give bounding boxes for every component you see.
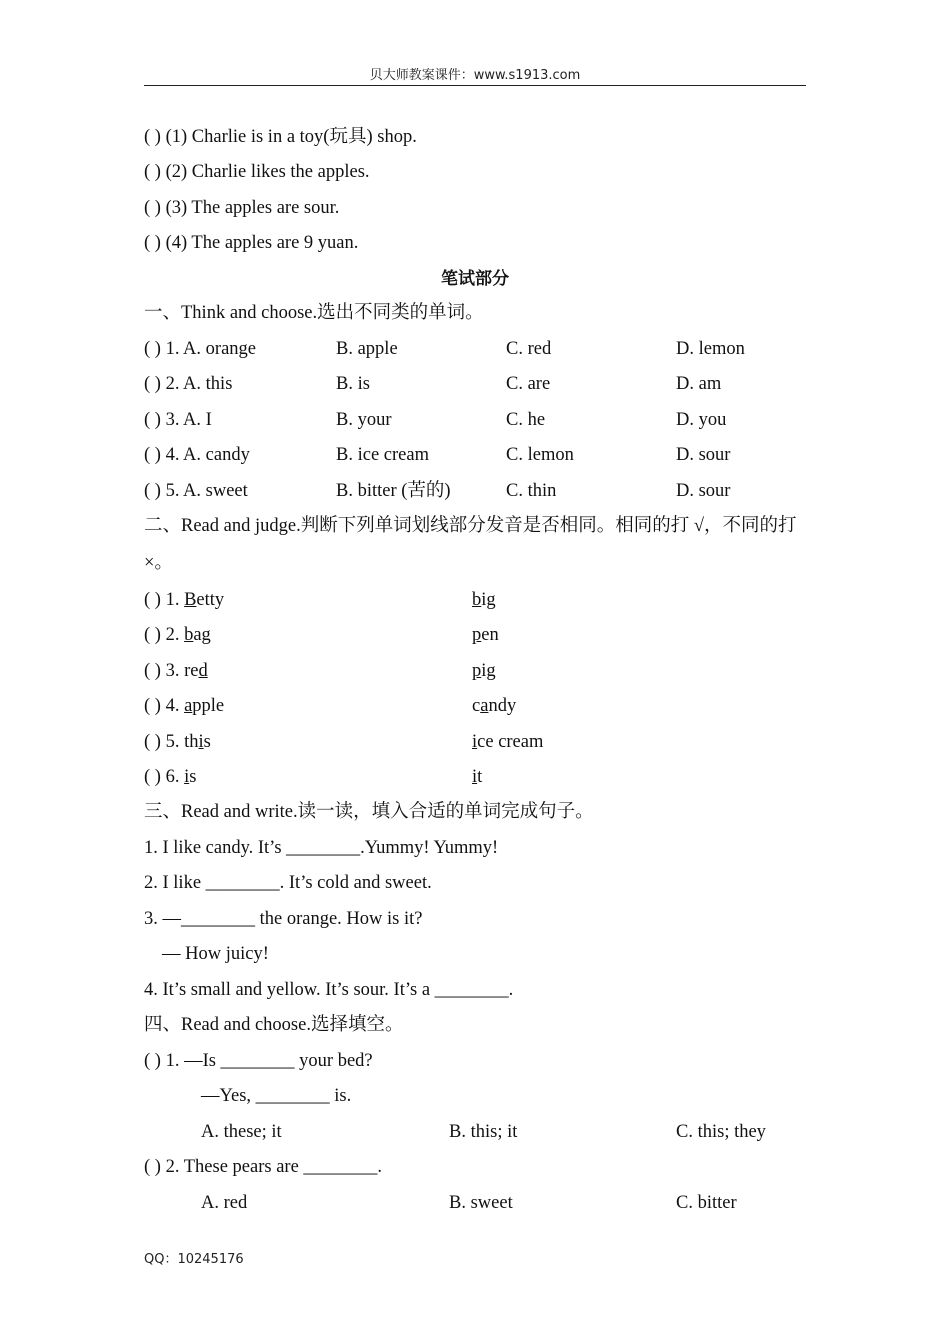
s2-q4-word1: ( ) 4. apple [144, 696, 225, 716]
s4-q2-option-a: A. red [201, 1193, 248, 1213]
s2-q2-word2: pen [472, 625, 499, 645]
listening-item-3: ( ) (3) The apples are sour. [144, 198, 340, 218]
s3-sentence-3-reply: — How juicy! [162, 944, 269, 964]
s1-q4-option-c: C. lemon [506, 445, 574, 465]
s1-q1-option-c: C. red [506, 339, 552, 359]
s2-q2-word1: ( ) 2. bag [144, 625, 211, 645]
s2-q6-word2: it [472, 767, 483, 787]
s4-q2-option-c: C. bitter [676, 1193, 737, 1213]
s4-q1-answer: —Yes, ________ is. [201, 1086, 352, 1106]
page-header: 贝大师教案课件：www.s1913.com [369, 68, 581, 83]
s1-q5-option-a: ( ) 5. A. sweet [144, 481, 248, 501]
s1-q3-option-c: C. he [506, 410, 546, 430]
s2-q1-word2: big [472, 590, 496, 610]
s1-q1-option-d: D. lemon [676, 339, 745, 359]
s3-sentence-1: 1. I like candy. It’s ________.Yummy! Yummy! [144, 838, 499, 858]
s1-q5-option-d: D. sour [676, 481, 731, 501]
s3-sentence-4: 4. It’s small and yellow. It’s sour. It’s a ________. [144, 980, 514, 1000]
s2-q1-word1: ( ) 1. Betty [144, 590, 225, 610]
s4-q1-option-c: C. this; they [676, 1122, 766, 1142]
s1-q4-option-d: D. sour [676, 445, 731, 465]
s3-sentence-2: 2. I like ________. It’s cold and sweet. [144, 873, 432, 893]
header-divider [144, 85, 806, 86]
s1-q2-option-b: B. is [336, 374, 370, 394]
s4-q1-option-a: A. these; it [201, 1122, 282, 1142]
listening-item-2: ( ) (2) Charlie likes the apples. [144, 162, 370, 182]
s1-q4-option-a: ( ) 4. A. candy [144, 445, 250, 465]
section2-title: 二、Read and judge.判断下列单词划线部分发音是否相同。相同的打 √，不同的打 [144, 516, 797, 536]
s2-q3-word1: ( ) 3. red [144, 661, 208, 681]
s4-q2-option-b: B. sweet [449, 1193, 513, 1213]
s3-sentence-3: 3. —________ the orange. How is it? [144, 909, 423, 929]
section2-title-cont: ×。 [144, 553, 173, 573]
written-section-title: 笔试部分 [441, 269, 509, 289]
s1-q3-option-a: ( ) 3. A. I [144, 410, 212, 430]
s2-q4-word2: candy [472, 696, 517, 716]
s1-q2-option-c: C. are [506, 374, 551, 394]
section3-title: 三、Read and write.读一读，填入合适的单词完成句子。 [144, 802, 594, 822]
s1-q5-option-b: B. bitter (苦的) [336, 481, 451, 501]
listening-item-1: ( ) (1) Charlie is in a toy(玩具) shop. [144, 127, 417, 147]
s4-q1-option-b: B. this; it [449, 1122, 518, 1142]
s2-q3-word2: pig [472, 661, 496, 681]
s2-q5-word2: ice cream [472, 732, 544, 752]
listening-item-4: ( ) (4) The apples are 9 yuan. [144, 233, 359, 253]
s1-q3-option-d: D. you [676, 410, 727, 430]
s1-q5-option-c: C. thin [506, 481, 557, 501]
s2-q5-word1: ( ) 5. this [144, 732, 211, 752]
s1-q1-option-a: ( ) 1. A. orange [144, 339, 256, 359]
section1-title: 一、Think and choose.选出不同类的单词。 [144, 303, 484, 323]
s1-q4-option-b: B. ice cream [336, 445, 429, 465]
s1-q3-option-b: B. your [336, 410, 392, 430]
s1-q1-option-b: B. apple [336, 339, 398, 359]
s4-q2-question: ( ) 2. These pears are ________. [144, 1157, 383, 1177]
s2-q6-word1: ( ) 6. is [144, 767, 197, 787]
page-footer: QQ：10245176 [144, 1252, 244, 1267]
section4-title: 四、Read and choose.选择填空。 [144, 1015, 404, 1035]
s1-q2-option-d: D. am [676, 374, 722, 394]
s1-q2-option-a: ( ) 2. A. this [144, 374, 233, 394]
s4-q1-question: ( ) 1. —Is ________ your bed? [144, 1051, 373, 1071]
